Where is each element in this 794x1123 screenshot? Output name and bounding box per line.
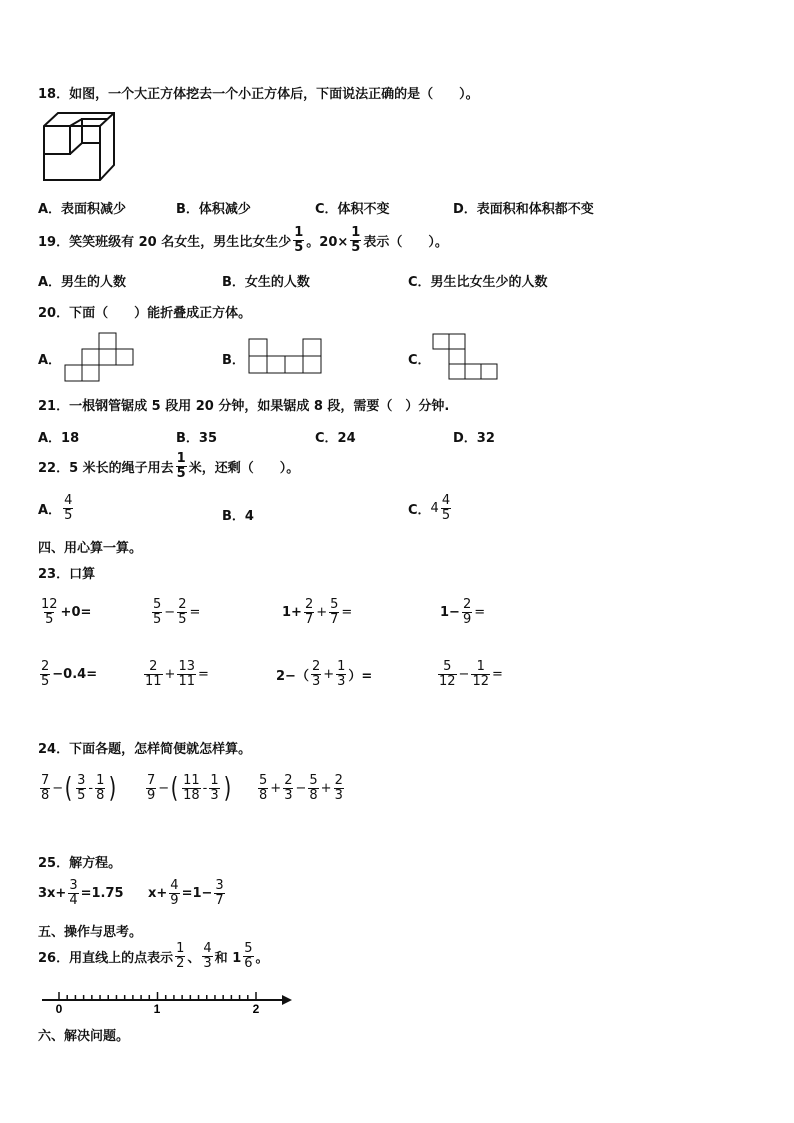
cube-net-b[interactable] bbox=[248, 338, 324, 374]
q19-option-c[interactable]: C．男生比女生少的人数 bbox=[408, 275, 548, 290]
cube-figure bbox=[42, 110, 118, 184]
q24-title: 24．下面各题，怎样简便就怎样算。 bbox=[38, 742, 252, 757]
q26-text: 26．用直线上的点表示 $\frac{1}{2}$ 、 $\frac{4}{3}$ 和 1 $\frac{5}{6}$ 。 bbox=[38, 941, 269, 971]
q22-fraction: $\frac{1}{5}$ bbox=[176, 451, 186, 481]
q19-part1: 19．笑笑班级有 20 名女生，男生比女生少 bbox=[38, 234, 292, 250]
q24-expr-b: $\frac{7}{9}$ − ( $\frac{11}{18}$ - $\frac{1}{3}$ ) bbox=[147, 771, 231, 805]
q22-part1: 22．5 米长的绳子用去 bbox=[38, 460, 174, 476]
q22-option-a[interactable] bbox=[38, 494, 75, 522]
q23-expr-1: $\frac{12}{5}$ +0= bbox=[41, 597, 92, 627]
q19-option-a[interactable]: A．男生的人数 bbox=[38, 275, 127, 290]
q20-option-a-label[interactable]: A． bbox=[38, 353, 62, 368]
number-line[interactable] bbox=[40, 988, 296, 1018]
section-5-heading: 五、操作与思考。 bbox=[38, 925, 143, 940]
q18-option-b[interactable]: B．体积减少 bbox=[176, 202, 251, 217]
q22-option-a-fraction: $\frac{4}{5}$ bbox=[64, 493, 73, 523]
q19-part3: 表示（ ）。 bbox=[363, 234, 448, 250]
q23-expr-3: 1+ $\frac{2}{7}$ + $\frac{5}{7}$ = bbox=[282, 597, 353, 627]
tick-label-0: 0 bbox=[55, 1002, 63, 1016]
section-4-heading: 四、用心算一算。 bbox=[38, 541, 143, 556]
q23-expr-5: $\frac{2}{5}$ −0.4= bbox=[41, 659, 98, 689]
q19-option-b[interactable]: B．女生的人数 bbox=[222, 275, 310, 290]
q24-expr-a: $\frac{7}{8}$ − ( $\frac{3}{5}$ - $\frac{1}{8}$ ) bbox=[41, 771, 117, 805]
cube-net-c[interactable] bbox=[432, 333, 498, 383]
q22-option-c-fraction: $\frac{4}{5}$ bbox=[441, 493, 451, 523]
tick-label-1: 1 bbox=[153, 1002, 161, 1016]
q22-option-c-whole: 4 bbox=[430, 500, 439, 516]
q26-part1: 26．用直线上的点表示 bbox=[38, 950, 174, 966]
q18-option-a[interactable]: A．表面积减少 bbox=[38, 202, 127, 217]
q22-option-c[interactable] bbox=[408, 494, 453, 522]
q23-expr-4: 1− $\frac{2}{9}$ = bbox=[440, 597, 486, 627]
q21-option-b[interactable]: B．35 bbox=[176, 431, 217, 446]
q19-part2: 。20× bbox=[306, 234, 349, 250]
q19-fraction-2: $\frac{1}{5}$ bbox=[351, 225, 361, 255]
q21-option-d[interactable]: D．32 bbox=[453, 431, 495, 446]
q22-text bbox=[38, 452, 299, 480]
q20-text: 20．下面（ ）能折叠成正方体。 bbox=[38, 306, 252, 321]
q23-expr-7: 2−（ $\frac{2}{3}$ + $\frac{1}{3}$ ）= bbox=[276, 659, 373, 689]
q22-option-c-label: C． bbox=[408, 502, 431, 518]
cube-net-a[interactable] bbox=[64, 332, 136, 382]
q18-text: 18．如图，一个大正方体挖去一个小正方体后，下面说法正确的是（ ）。 bbox=[38, 87, 479, 102]
q21-option-a[interactable]: A．18 bbox=[38, 431, 80, 446]
section-6-heading: 六、解决问题。 bbox=[38, 1029, 130, 1044]
q23-title: 23．口算 bbox=[38, 567, 96, 582]
q23-expr-6: $\frac{2}{11}$ + $\frac{13}{11}$ = bbox=[145, 659, 209, 689]
q19-fraction-1: $\frac{1}{5}$ bbox=[294, 225, 304, 255]
q25-equation-2: x+ $\frac{4}{9}$ =1− $\frac{3}{7}$ bbox=[148, 878, 224, 908]
tick-label-2: 2 bbox=[252, 1002, 260, 1016]
q20-option-c-label[interactable]: C． bbox=[408, 353, 431, 368]
q25-equation-1: 3x+ $\frac{3}{4}$ =1.75 bbox=[38, 878, 124, 908]
q24-expr-c: $\frac{5}{8}$ + $\frac{2}{3}$ − $\frac{5}{8}$ + $\frac{2}{3}$ bbox=[259, 773, 343, 803]
q23-expr-2: $\frac{5}{5}$ − $\frac{2}{5}$ = bbox=[153, 597, 201, 627]
q18-option-c[interactable]: C．体积不变 bbox=[315, 202, 390, 217]
q21-option-c[interactable]: C．24 bbox=[315, 431, 356, 446]
q23-expr-8: $\frac{5}{12}$ − $\frac{1}{12}$ = bbox=[439, 659, 503, 689]
q21-text: 21．一根钢管锯成 5 段用 20 分钟，如果锯成 8 段，需要（ ）分钟. bbox=[38, 399, 450, 414]
q25-title: 25．解方程。 bbox=[38, 856, 122, 871]
q18-option-d[interactable]: D．表面积和体积都不变 bbox=[453, 202, 594, 217]
q22-part2: 米，还剩（ ）。 bbox=[188, 460, 300, 476]
q20-option-b-label[interactable]: B． bbox=[222, 353, 245, 368]
q19-text bbox=[38, 226, 448, 254]
q22-option-a-label: A． bbox=[38, 502, 62, 518]
q22-option-b[interactable]: B．4 bbox=[222, 509, 254, 524]
